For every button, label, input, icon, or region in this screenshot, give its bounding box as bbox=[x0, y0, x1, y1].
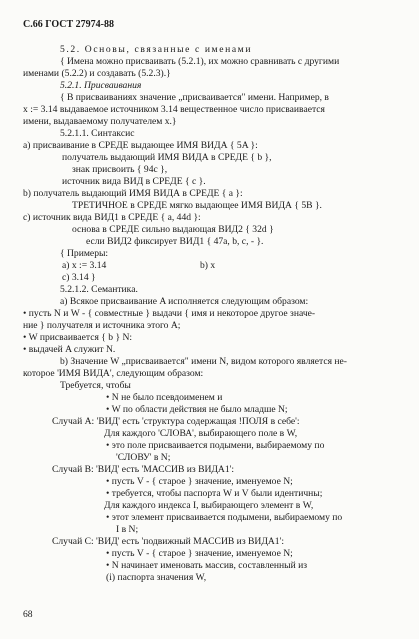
running-header: С.66 ГОСТ 27974-88 bbox=[23, 19, 114, 30]
subsection-heading: 5.2.1.2. Семантика. bbox=[60, 284, 138, 295]
bullet-line: • требуется, чтобы паспорта W и V были идентичны; bbox=[106, 488, 323, 499]
text-line: Требуется, чтобы bbox=[60, 380, 131, 391]
examples-heading: { Примеры: bbox=[60, 248, 109, 259]
case-line: Случай B: 'ВИД' есть 'МАССИВ из ВИДА1': bbox=[52, 464, 235, 475]
syntax-line: ТРЕТИЧНОЕ в СРЕДЕ мягко выдающее ИМЯ ВИДА { 5B }. bbox=[72, 200, 322, 211]
bullet-line: • пусть V - { старое } значение, именуемое N; bbox=[106, 476, 293, 487]
case-line: Случай A: 'ВИД' есть 'структура содержащая !ПОЛЯ в себе': bbox=[52, 416, 300, 427]
text-line: 'СЛОВУ' в N; bbox=[116, 452, 171, 463]
example-b: b) x bbox=[200, 260, 216, 271]
text-line: a) Всякое присваивание A исполняется следующим образом: bbox=[60, 296, 309, 307]
page-number: 68 bbox=[23, 609, 33, 620]
bullet-line: • пусть V - { старое } значение, именуемое N; bbox=[106, 548, 293, 559]
text-line: именами (5.2.2) и создавать (5.2.3).} bbox=[23, 68, 171, 79]
text-line: Для каждого индекса I, выбирающего элемент в W, bbox=[104, 500, 314, 511]
text-line: { Имена можно присваивать (5.2.1), их можно сравнивать с другими bbox=[60, 56, 340, 67]
syntax-rule: a) присваивание в СРЕДЕ выдающее ИМЯ ВИДА { 5A }: bbox=[23, 140, 258, 151]
text-line: имени, выдаваемому получателем x.} bbox=[23, 116, 177, 127]
text-line: x := 3.14 выдаваемое источником 3.14 вещественное число присваивается bbox=[23, 104, 325, 115]
syntax-rule: c) источник вида ВИД1 в СРЕДЕ { a, 44d }: bbox=[23, 212, 201, 223]
syntax-line: источник вида ВИД в СРЕДЕ { c }. bbox=[62, 176, 206, 187]
text-line: b) Значение W „присваивается" имени N, видом которого является не- bbox=[60, 356, 348, 367]
syntax-line: основа в СРЕДЕ сильно выдающая ВИД2 { 32d } bbox=[72, 224, 274, 235]
text-line: ние } получателя и источника этого A; bbox=[23, 320, 181, 331]
bullet-line: • пусть N и W - { совместные } выдачи { имя и некоторое другое значе- bbox=[23, 308, 316, 319]
bullet-line: • выдачей A служит N. bbox=[23, 344, 116, 355]
syntax-line: если ВИД2 фиксирует ВИД1 { 47a, b, c, - }. bbox=[86, 236, 264, 247]
bullet-line: • N не было псевдоименем и bbox=[106, 392, 223, 403]
text-line: I в N; bbox=[116, 524, 139, 535]
example-c: c) 3.14 } bbox=[62, 272, 96, 283]
syntax-rule: b) получатель выдающий ИМЯ ВИДА в СРЕДЕ { a }: bbox=[23, 188, 243, 199]
bullet-line: • W присваивается { b } N: bbox=[23, 332, 133, 343]
bullet-line: • N начинает именовать массив, составленный из bbox=[106, 560, 308, 571]
subsection-heading: 5.2.1. Присваивания bbox=[60, 80, 142, 91]
example-a: a) x := 3.14 bbox=[62, 260, 107, 271]
syntax-line: получатель выдающий ИМЯ ВИДА в СРЕДЕ { b }, bbox=[62, 152, 272, 163]
syntax-line: знак присвоить { 94c }, bbox=[72, 164, 168, 175]
bullet-line: • это поле присваивается подымени, выбираемому по bbox=[106, 440, 325, 451]
case-line: Случай C: 'ВИД' есть 'подвижный МАССИВ из ВИДА1': bbox=[52, 536, 284, 547]
text-line: Для каждого 'СЛОВА', выбирающего поле в W, bbox=[104, 428, 298, 439]
text-line: которое 'ИМЯ ВИДА', следующим образом: bbox=[23, 368, 204, 379]
subsection-heading: 5.2.1.1. Синтаксис bbox=[60, 128, 135, 139]
section-heading: 5.2. Основы, связанные с именами bbox=[60, 44, 253, 55]
text-line: { В присваиваниях значение „присваивается" имени. Например, в bbox=[60, 92, 329, 103]
text-line: (i) паспорта значения W, bbox=[106, 572, 207, 583]
bullet-line: • этот элемент присваивается подымени, выбираемому по bbox=[106, 512, 343, 523]
bullet-line: • W по области действия не было младше N; bbox=[106, 404, 288, 415]
